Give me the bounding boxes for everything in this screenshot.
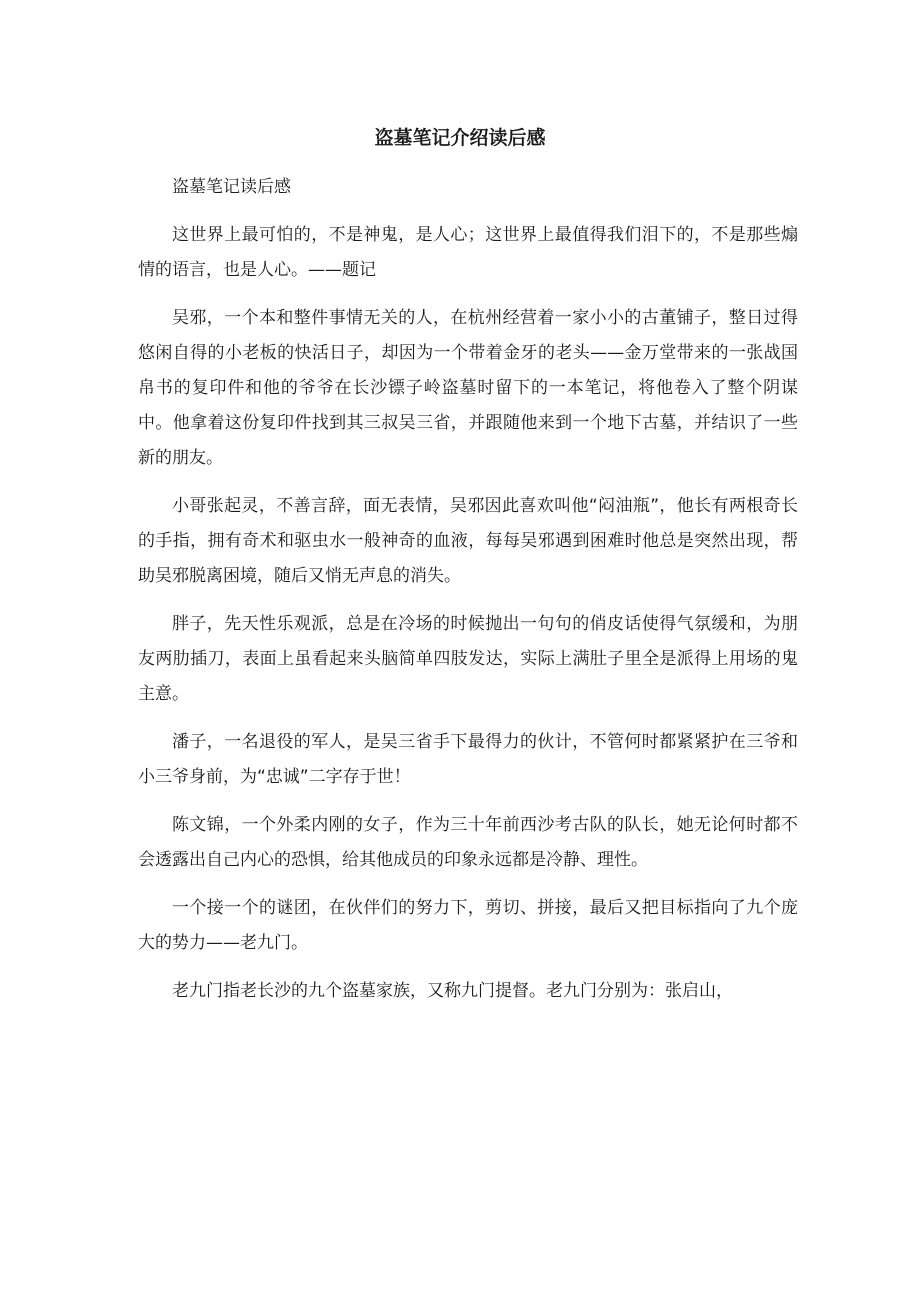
paragraph-panzi: 潘子，一名退役的军人，是吴三省手下最得力的伙计，不管何时都紧紧护在三爷和小三爷身前，为“忠诚”二字存于世！	[138, 732, 798, 787]
paragraph-pangzi: 胖子，先天性乐观派，总是在冷场的时候抛出一句句的俏皮话使得气氛缓和，为朋友两肋插刀，表面上虽看起来头脑简单四肢发达，实际上满肚子里全是派得上用场的鬼主意。	[138, 614, 798, 704]
subtitle-paragraph: 盗墓笔记读后感	[172, 177, 291, 197]
paragraph-mysteries: 一个接一个的谜团，在伙伴们的努力下，剪切、拼接，最后又把目标指向了九个庞大的势力——老九门。	[138, 898, 798, 953]
epigraph-paragraph: 这世界上最可怕的，不是神鬼，是人心；这世界上最值得我们泪下的，不是那些煽情的语言，也是人心。——题记	[138, 225, 798, 280]
document-body	[138, 170, 798, 1022]
paragraph-wu-xie: 吴邪，一个本和整件事情无关的人，在杭州经营着一家小小的古董铺子，整日过得悠闲自得的小老板的快活日子，却因为一个带着金牙的老头——金万堂带来的一张战国帛书的复印件和他的爷爷在长沙镖子岭盗墓时留下的一本笔记，将他卷入了整个阴谋中。他拿着这份复印件找到其三叔吴三省，并跟随他来到一个地下古墓，并结识了一些新的朋友。	[138, 308, 798, 468]
paragraph-chen-wenjin: 陈文锦，一个外柔内刚的女子，作为三十年前西沙考古队的队长，她无论何时都不会透露出自己内心的恐惧，给其他成员的印象永远都是冷静、理性。	[138, 815, 798, 870]
paragraph-zhang-qiling: 小哥张起灵，不善言辞，面无表情，吴邪因此喜欢叫他“闷油瓶”，他长有两根奇长的手指，拥有奇术和驱虫水一般神奇的血液，每每吴邪遇到困难时他总是突然出现，帮助吴邪脱离困境，随后又悄无声息的消失。	[138, 496, 798, 586]
document-title: 盗墓笔记介绍读后感	[374, 127, 546, 149]
paragraph-lao-jiu-men: 老九门指老长沙的九个盗墓家族，又称九门提督。老九门分别为：张启山，	[172, 981, 733, 1001]
